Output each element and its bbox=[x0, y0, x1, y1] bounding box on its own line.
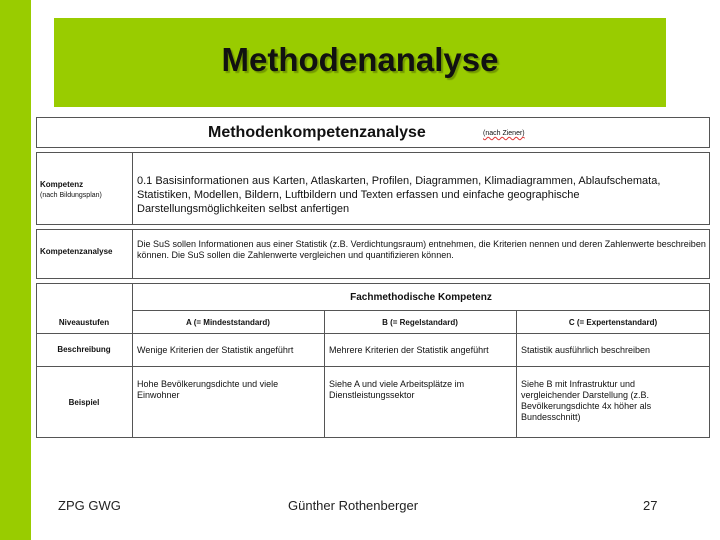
competence-divider bbox=[132, 152, 133, 225]
footer-author: Günther Rothenberger bbox=[288, 498, 419, 513]
embedded-document bbox=[36, 117, 710, 438]
analysis-label: Kompetenzanalyse bbox=[40, 247, 113, 256]
doc-title: Methodenkompetenzanalyse bbox=[208, 124, 426, 141]
table-header: Niveaustufen bbox=[58, 318, 110, 327]
analysis-divider bbox=[132, 229, 133, 279]
table-row-label: Beschreibung bbox=[57, 345, 111, 354]
table-col-divider-3 bbox=[516, 310, 517, 438]
left-accent-bar bbox=[0, 0, 31, 540]
table-cell: Statistik ausführlich beschreiben bbox=[521, 345, 651, 355]
analysis-text: Die SuS sollen Informationen aus einer Statistik (z.B. Verdichtungsraum) entnehmen, die Kriterien nennen und deren Zahlenwerte beschreiben können. Die SuS sollen die Zahlenwerte vergleichen und quantifizieren können. bbox=[137, 239, 706, 260]
competence-sublabel: (nach Bildungsplan) bbox=[40, 192, 102, 199]
table-header: C (= Expertenstandard) bbox=[568, 318, 658, 327]
page-number: 27 bbox=[643, 498, 658, 513]
table-header: A (= Mindeststandard) bbox=[186, 318, 270, 327]
table-header: B (= Regelstandard) bbox=[382, 318, 458, 327]
table-heading-divider bbox=[132, 310, 710, 311]
table-cell: Mehrere Kriterien der Statistik angeführt bbox=[329, 345, 489, 355]
table-header-divider bbox=[36, 333, 710, 334]
title-banner bbox=[54, 18, 666, 107]
footer-left: ZPG GWG bbox=[58, 498, 121, 513]
table-cell: Hohe Bevölkerungsdichte und viele Einwohner bbox=[137, 379, 279, 400]
slide-title: Methodenanalyse bbox=[221, 40, 499, 78]
table-row-label: Beispiel bbox=[68, 398, 100, 407]
competence-text: 0.1 Basisinformationen aus Karten, Atlaskarten, Profilen, Diagrammen, Klimadiagrammen, Ablaufschemata, Statistiken, Modellen, Bildern, Luftbildern und Texten erfassen und einfache geographische Darstellungsmöglichkeiten selbst anfertigen bbox=[137, 175, 661, 215]
table-col-divider-2 bbox=[324, 310, 325, 438]
doc-title-note: (nach Ziener) bbox=[483, 130, 525, 137]
table-cell: Wenige Kriterien der Statistik angeführt bbox=[137, 345, 294, 355]
table-col-divider-1 bbox=[132, 283, 133, 438]
table-row-divider bbox=[36, 366, 710, 367]
table-cell: Siehe A und viele Arbeitsplätze im Dienstleistungssektor bbox=[329, 379, 465, 400]
competence-label: Kompetenz bbox=[40, 180, 84, 189]
table-heading: Fachmethodische Kompetenz bbox=[350, 292, 492, 303]
table-cell: Siehe B mit Infrastruktur und vergleichender Darstellung (z.B. Bevölkerungsdichte 4x höher als Bundesschnitt) bbox=[521, 379, 652, 422]
